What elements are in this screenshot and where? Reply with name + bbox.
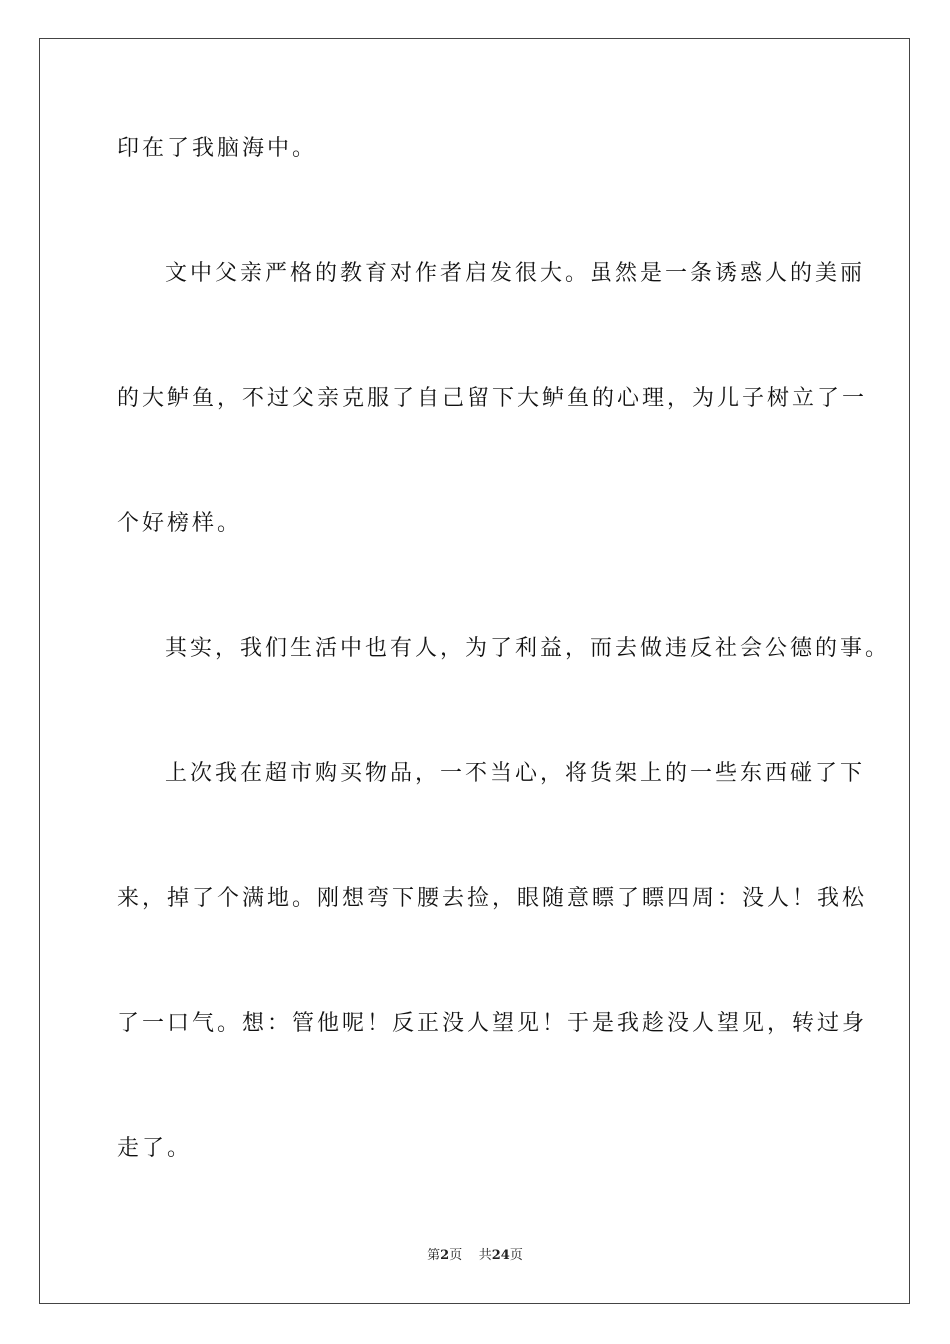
text-line-8: 了一口气。想：管他呢！反正没人望见！于是我趁没人望见，转过身: [117, 1011, 868, 1036]
text-line-4: 个好榜样。: [117, 511, 243, 536]
footer-total-pages: 24: [491, 1248, 510, 1263]
text-line-7: 来，掉了个满地。刚想弯下腰去捡，眼随意瞟了瞟四周：没人！我松: [117, 886, 868, 911]
text-line-3: 的大鲈鱼，不过父亲克服了自己留下大鲈鱼的心理，为儿子树立了一: [117, 386, 868, 411]
footer-total-suffix: 页: [509, 1248, 523, 1263]
text-line-6: 上次我在超市购买物品，一不当心，将货架上的一些东西碰了下: [165, 761, 866, 786]
footer-total-prefix: 共: [478, 1248, 492, 1263]
text-line-9: 走了。: [117, 1136, 193, 1161]
footer-page-suffix: 页: [449, 1248, 463, 1263]
text-line-1: 印在了我脑海中。: [117, 136, 318, 161]
text-line-5: 其实，我们生活中也有人，为了利益，而去做违反社会公德的事。: [165, 636, 891, 661]
text-line-2: 文中父亲严格的教育对作者启发很大。虽然是一条诱惑人的美丽: [165, 261, 866, 286]
footer-page-prefix: 第: [427, 1248, 441, 1263]
footer-page-number: 2: [440, 1248, 450, 1263]
page-border: [39, 38, 910, 1304]
page-footer: [0, 1247, 950, 1265]
